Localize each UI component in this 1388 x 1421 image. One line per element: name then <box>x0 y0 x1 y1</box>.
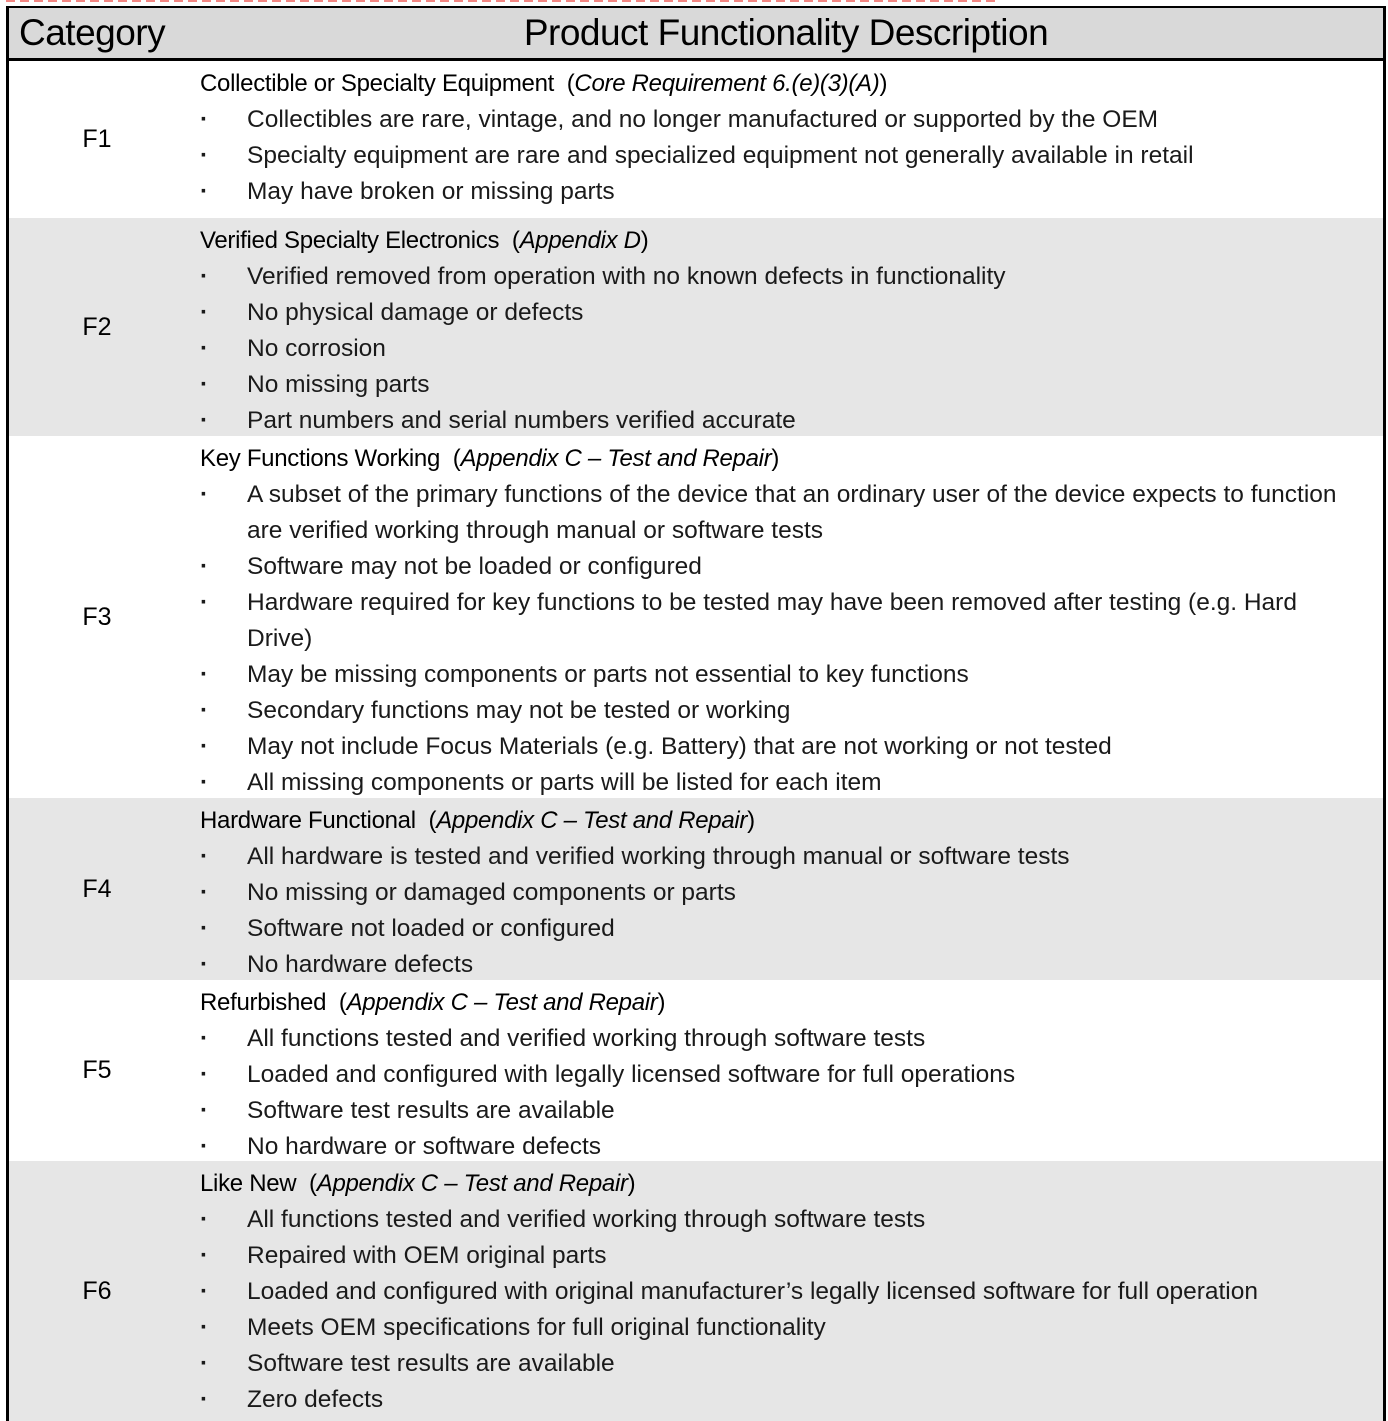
list-item: · Software test results are available <box>200 1093 1383 1129</box>
category-cell <box>9 61 189 218</box>
bullet-icon: · <box>200 733 209 760</box>
bullet-icon: · <box>200 178 209 205</box>
row-title: Verified Specialty Electronics (Appendix D) <box>200 227 649 254</box>
table-row-f3 <box>9 436 1383 798</box>
bullet-icon: · <box>200 1133 209 1160</box>
list-item: · Repaired with OEM original parts <box>200 1238 1383 1274</box>
list-item: · No missing or damaged components or parts <box>200 875 1383 911</box>
title-text: Verified Specialty Electronics <box>200 227 500 254</box>
bullet-icon: · <box>200 299 209 326</box>
header-description: Product Functionality Description <box>523 12 1049 53</box>
description-cell <box>189 798 1383 980</box>
list-item: · No corrosion <box>200 331 1383 367</box>
list-item: · All functions tested and verified working through software tests <box>200 1021 1383 1057</box>
row-title: Hardware Functional (Appendix C – Test and Repair) <box>200 807 755 834</box>
list-item: · No hardware or software defects <box>200 1129 1383 1165</box>
bullet-list <box>200 102 1383 210</box>
list-item: · Specialty equipment are rare and specialized equipment not generally available in retail <box>200 138 1383 174</box>
row-title: Key Functions Working (Appendix C – Test and Repair) <box>200 445 780 472</box>
title-text: Like New <box>200 1170 297 1197</box>
row-title: Refurbished (Appendix C – Test and Repair) <box>200 989 666 1016</box>
category-label: F6 <box>82 1276 112 1305</box>
header-category: Category <box>19 12 166 53</box>
bullet-icon: · <box>200 1061 209 1088</box>
list-item: · Loaded and configured with original manufacturer’s legally licensed software for full operation <box>200 1274 1383 1310</box>
reference-text: Appendix D <box>519 227 641 254</box>
bullet-icon: · <box>200 769 209 796</box>
category-label: F5 <box>82 1056 112 1084</box>
table-row-f4 <box>9 798 1383 980</box>
bullet-list <box>200 477 1383 801</box>
bullet-icon: · <box>200 142 209 169</box>
reference-text: Appendix C – Test and Repair <box>436 807 748 834</box>
list-item: · Loaded and configured with legally licensed software for full operations <box>200 1057 1383 1093</box>
category-cell <box>9 980 189 1161</box>
product-functionality-table <box>6 6 1386 1421</box>
list-item: · Zero defects <box>200 1382 1383 1418</box>
bullet-icon: · <box>200 879 209 906</box>
bullet-icon: · <box>200 263 209 290</box>
bullet-icon: · <box>200 1350 209 1377</box>
bullet-icon: · <box>200 1206 209 1233</box>
table-row-f1 <box>9 61 1383 218</box>
bullet-icon: · <box>200 1097 209 1124</box>
description-cell <box>189 61 1383 218</box>
list-item: · May have broken or missing parts <box>200 174 1383 210</box>
row-title: Like New (Appendix C – Test and Repair) <box>200 1170 636 1197</box>
bullet-icon: · <box>200 1386 209 1413</box>
list-item: · Meets OEM specifications for full original functionality <box>200 1310 1383 1346</box>
bullet-icon: · <box>200 1314 209 1341</box>
list-item: · Verified removed from operation with no known defects in functionality <box>200 259 1383 295</box>
bullet-icon: · <box>200 661 209 688</box>
category-label: F3 <box>82 602 112 631</box>
list-item: · Part numbers and serial numbers verified accurate <box>200 403 1383 439</box>
reference-text: Core Requirement 6.(e)(3)(A) <box>574 70 880 97</box>
reference-text: Appendix C – Test and Repair <box>346 989 658 1016</box>
bullet-icon: · <box>200 843 209 870</box>
bullet-icon: · <box>200 915 209 942</box>
bullet-icon: · <box>200 951 209 978</box>
list-item: · Software test results are available <box>200 1346 1383 1382</box>
list-item: · All missing components or parts will be listed for each item <box>200 765 1383 801</box>
bullet-icon: · <box>200 697 209 724</box>
list-item: · Secondary functions may not be tested or working <box>200 693 1383 729</box>
table-header <box>9 8 1383 61</box>
category-label: F1 <box>82 125 112 153</box>
category-cell <box>9 798 189 980</box>
list-item: · Software not loaded or configured <box>200 911 1383 947</box>
category-label: F2 <box>82 312 112 341</box>
bullet-icon: · <box>200 1242 209 1269</box>
category-cell <box>9 218 189 436</box>
list-item: · All hardware is tested and verified working through manual or software tests <box>200 839 1383 875</box>
category-cell <box>9 1161 189 1421</box>
bullet-icon: · <box>200 481 209 508</box>
bullet-icon: · <box>200 1025 209 1052</box>
title-text: Key Functions Working <box>200 445 441 472</box>
list-item: · May be missing components or parts not essential to key functions <box>200 657 1383 693</box>
title-text: Collectible or Specialty Equipment <box>200 70 554 97</box>
bullet-icon: · <box>200 553 209 580</box>
list-item: · Hardware required for key functions to be tested may have been removed after testing (e.g. Hard Drive) <box>200 585 1383 657</box>
title-text: Hardware Functional <box>200 807 416 834</box>
description-cell <box>189 980 1383 1161</box>
bullet-icon: · <box>200 1278 209 1305</box>
table-row-f6 <box>9 1161 1383 1421</box>
bullet-icon: · <box>200 371 209 398</box>
table-row-f5 <box>9 980 1383 1161</box>
bullet-list <box>200 1021 1383 1165</box>
list-item: · A subset of the primary functions of the device that an ordinary user of the device expects to function are verified working through manual or software tests <box>200 477 1383 549</box>
description-cell <box>189 436 1383 798</box>
title-text: Refurbished <box>200 989 327 1016</box>
list-item: · Collectibles are rare, vintage, and no longer manufactured or supported by the OEM <box>200 102 1383 138</box>
description-cell <box>189 218 1383 436</box>
table-row-f2 <box>9 218 1383 436</box>
list-item: · No physical damage or defects <box>200 295 1383 331</box>
row-title: Collectible or Specialty Equipment (Core Requirement 6.(e)(3)(A)) <box>200 70 888 97</box>
bullet-list <box>200 839 1383 983</box>
description-cell <box>189 1161 1383 1421</box>
list-item: · May not include Focus Materials (e.g. Battery) that are not working or not tested <box>200 729 1383 765</box>
bullet-icon: · <box>200 589 209 616</box>
reference-text: Appendix C – Test and Repair <box>316 1170 628 1197</box>
list-item: · No hardware defects <box>200 947 1383 983</box>
bullet-list <box>200 1202 1383 1418</box>
bullet-icon: · <box>200 407 209 434</box>
bullet-list <box>200 259 1383 439</box>
list-item: · Software may not be loaded or configured <box>200 549 1383 585</box>
category-label: F4 <box>82 874 112 903</box>
category-cell <box>9 436 189 798</box>
bullet-icon: · <box>200 106 209 133</box>
bullet-icon: · <box>200 335 209 362</box>
list-item: · No missing parts <box>200 367 1383 403</box>
list-item: · All functions tested and verified working through software tests <box>200 1202 1383 1238</box>
reference-text: Appendix C – Test and Repair <box>460 445 772 472</box>
